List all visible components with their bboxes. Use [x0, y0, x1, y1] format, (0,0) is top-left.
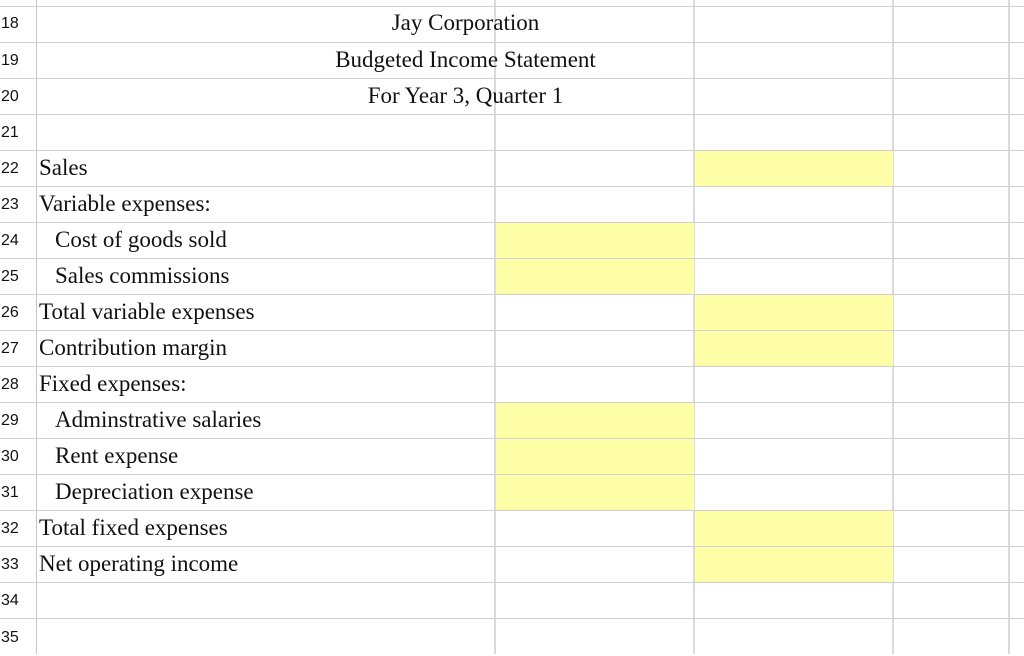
total-variable-expenses-label[interactable]: Total variable expenses — [39, 299, 255, 324]
total-fixed-expenses-input-cell[interactable] — [695, 511, 893, 547]
period-cell[interactable]: For Year 3, Quarter 1 — [367, 83, 564, 108]
sales-label[interactable]: Sales — [39, 155, 88, 180]
net-operating-income-input-cell[interactable] — [695, 547, 893, 583]
row-number[interactable]: 25 — [1, 268, 19, 285]
row-number[interactable]: 33 — [1, 556, 19, 573]
row-number[interactable]: 32 — [1, 520, 19, 537]
grid-line — [0, 6, 1024, 7]
administrative-salaries-label[interactable]: Adminstrative salaries — [55, 407, 262, 432]
row-number[interactable]: 35 — [1, 629, 19, 646]
row-number[interactable]: 31 — [1, 484, 19, 501]
row-number[interactable]: 19 — [1, 52, 19, 69]
grid-line — [0, 618, 1024, 619]
grid-line — [0, 114, 1024, 115]
grid-line — [0, 186, 1024, 187]
grid-line — [0, 222, 1024, 223]
grid-line — [0, 438, 1024, 439]
contribution-margin-label[interactable]: Contribution margin — [39, 335, 228, 360]
sales-commissions-label[interactable]: Sales commissions — [55, 263, 230, 288]
sales-commissions-input-cell[interactable] — [496, 259, 694, 295]
grid-line — [0, 330, 1024, 331]
row-number[interactable]: 23 — [1, 196, 19, 213]
company-name-cell[interactable]: Jay Corporation — [391, 10, 540, 35]
label-cell[interactable] — [37, 115, 495, 151]
rent-expense-label[interactable]: Rent expense — [55, 443, 179, 468]
net-operating-income-label[interactable]: Net operating income — [39, 551, 239, 576]
row-number[interactable]: 28 — [1, 376, 19, 393]
row-number[interactable]: 34 — [1, 592, 19, 609]
grid-line — [0, 78, 1024, 79]
row-number[interactable]: 18 — [1, 15, 19, 32]
administrative-salaries-input-cell[interactable] — [496, 403, 694, 439]
grid-line — [0, 258, 1024, 259]
total-variable-expenses-input-cell[interactable] — [695, 295, 893, 331]
variable-expenses-label[interactable]: Variable expenses: — [39, 191, 211, 216]
row-number[interactable]: 27 — [1, 340, 19, 357]
rent-expense-input-cell[interactable] — [496, 439, 694, 475]
grid-line — [0, 510, 1024, 511]
grid-line — [0, 42, 1024, 43]
grid-line — [0, 582, 1024, 583]
label-cell[interactable] — [37, 583, 495, 619]
contribution-margin-input-cell[interactable] — [695, 331, 893, 367]
cost-of-goods-sold-input-cell[interactable] — [496, 223, 694, 259]
row-number[interactable]: 24 — [1, 232, 19, 249]
row-number[interactable]: 20 — [1, 88, 19, 105]
grid-line — [0, 474, 1024, 475]
grid-line — [0, 366, 1024, 367]
row-number[interactable]: 30 — [1, 448, 19, 465]
row-number[interactable]: 22 — [1, 160, 19, 177]
total-fixed-expenses-label[interactable]: Total fixed expenses — [39, 515, 228, 540]
fixed-expenses-label[interactable]: Fixed expenses: — [39, 371, 187, 396]
row-number[interactable]: 26 — [1, 304, 19, 321]
depreciation-expense-label[interactable]: Depreciation expense — [55, 479, 254, 504]
grid-line — [0, 294, 1024, 295]
column-divider-e — [1008, 0, 1010, 654]
sales-input-cell[interactable] — [695, 151, 893, 187]
grid-line — [0, 150, 1024, 151]
row-number[interactable]: 29 — [1, 412, 19, 429]
grid-line — [0, 402, 1024, 403]
depreciation-expense-input-cell[interactable] — [496, 475, 694, 511]
statement-title-cell[interactable]: Budgeted Income Statement — [335, 47, 596, 72]
row-number[interactable]: 21 — [1, 124, 19, 141]
cost-of-goods-sold-label[interactable]: Cost of goods sold — [55, 227, 227, 252]
grid-line — [0, 546, 1024, 547]
